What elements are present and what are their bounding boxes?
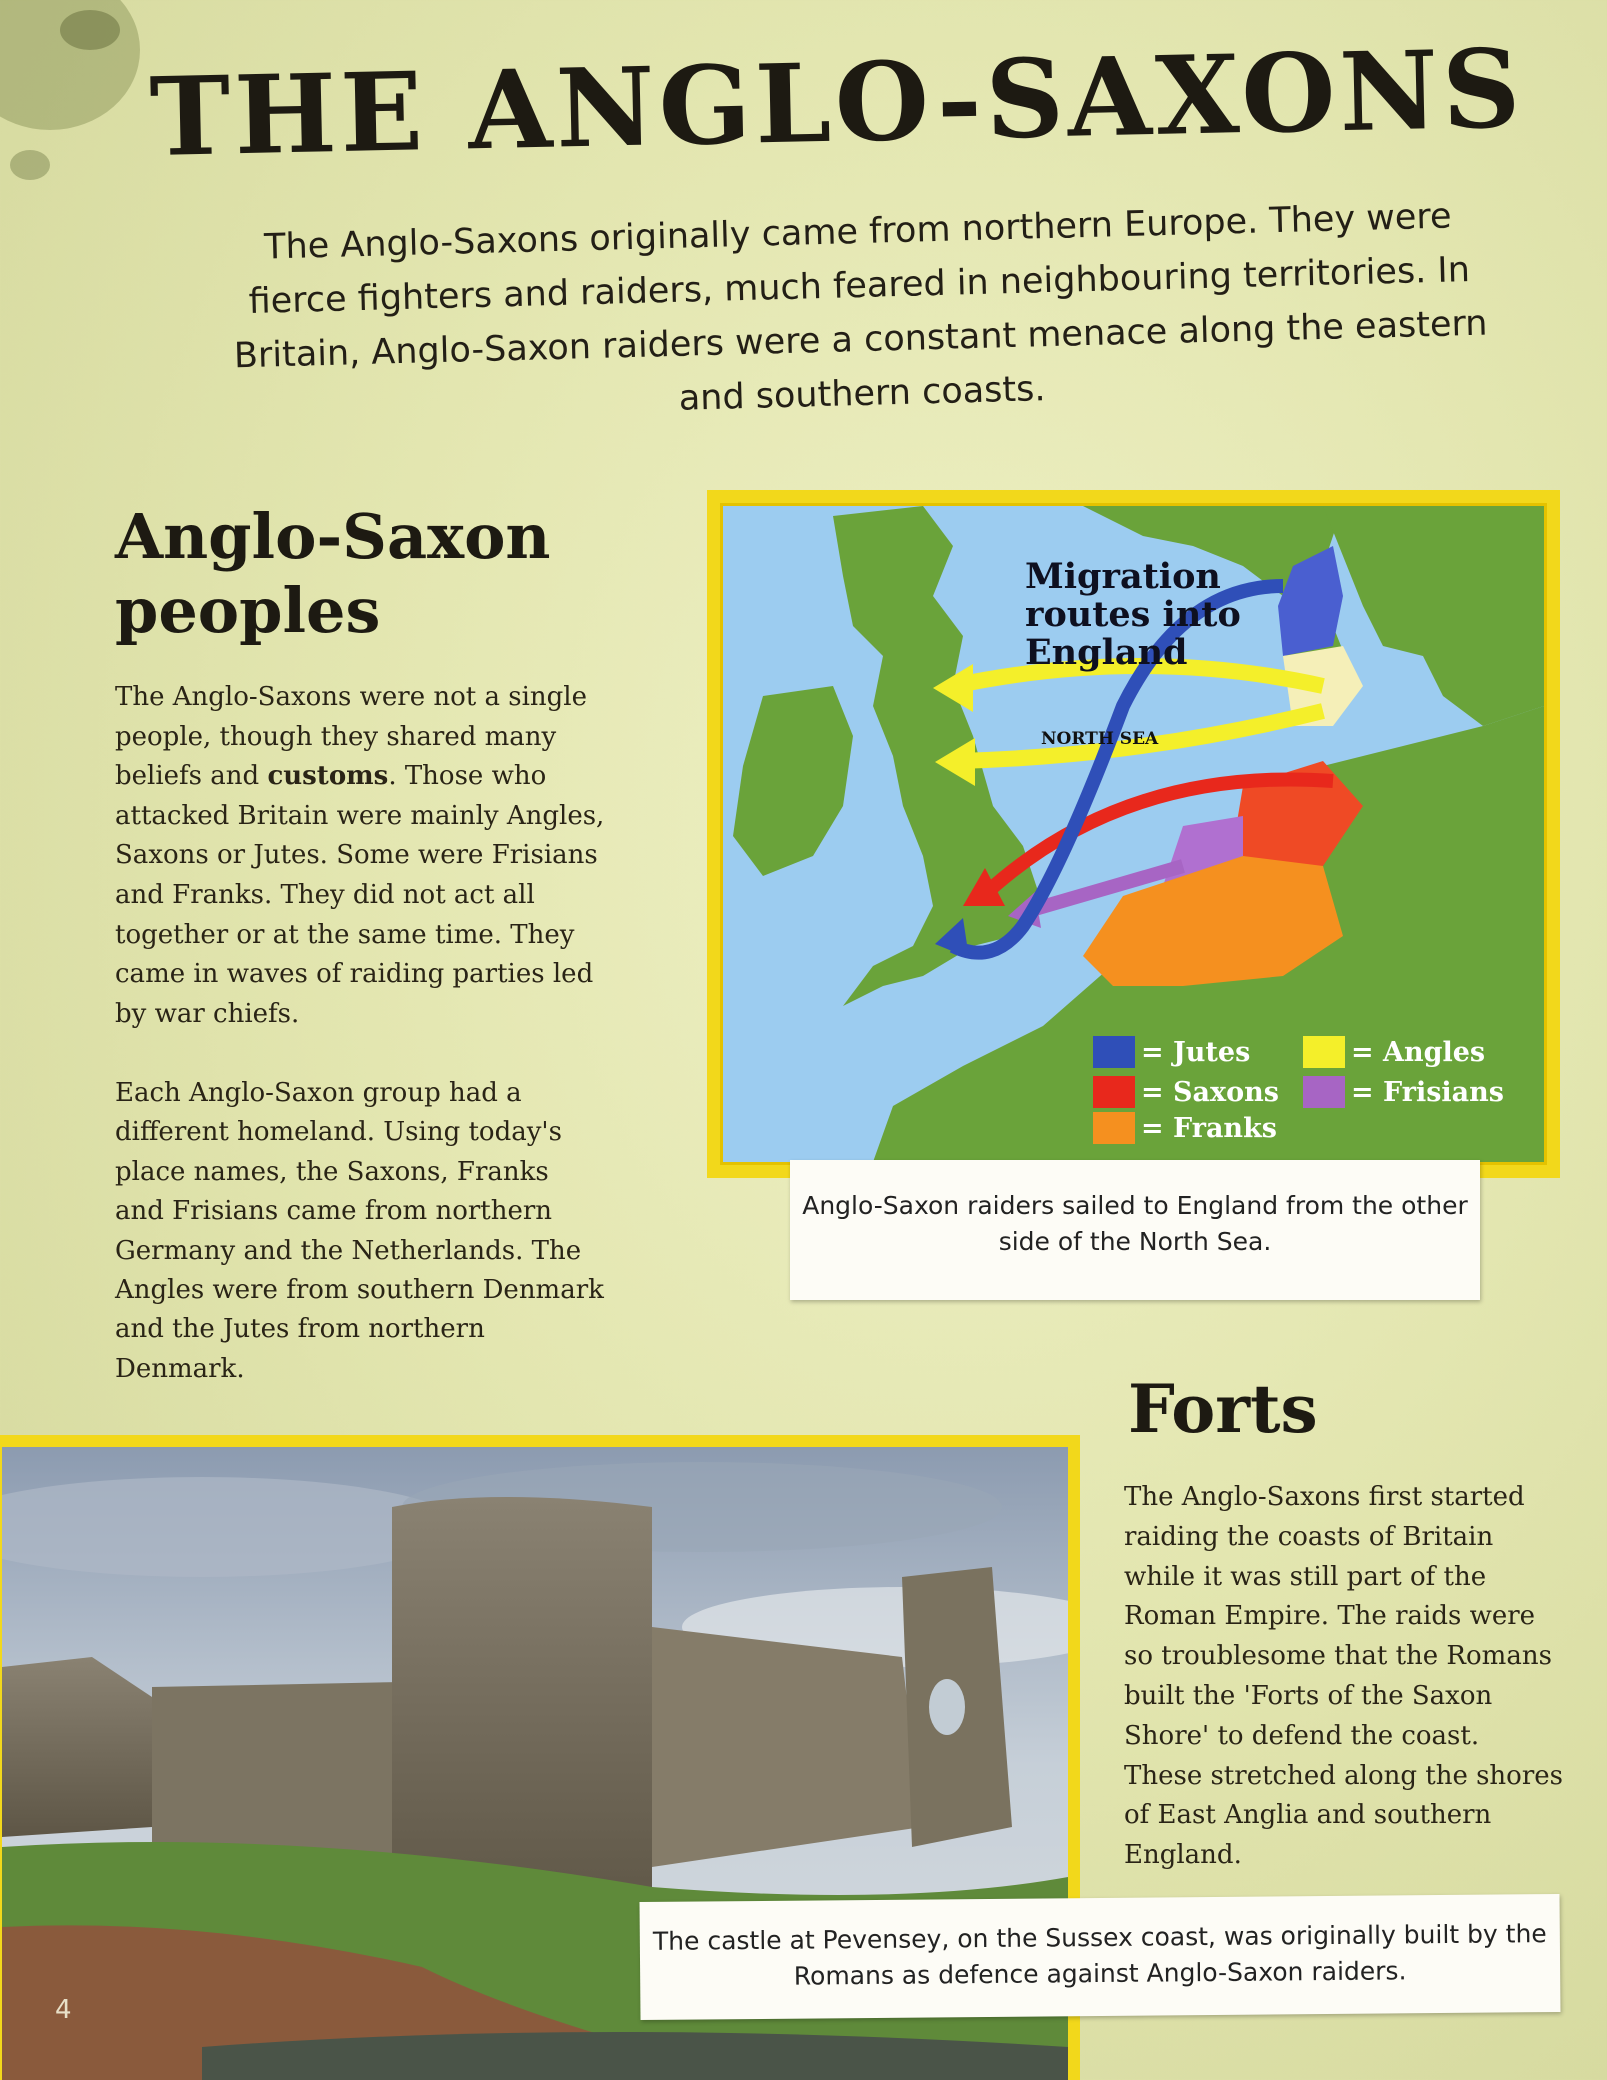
castle-wall-mid [152, 1682, 402, 1867]
legend-item-frisians [1303, 1076, 1504, 1108]
legend-swatch [1303, 1076, 1345, 1108]
castle-wall-right [652, 1627, 922, 1867]
legend-swatch [1303, 1036, 1345, 1068]
legend-swatch [1093, 1112, 1135, 1144]
photo-caption: The castle at Pevensey, on the Sussex coast, was originally built by the Romans as defence against Anglo-Saxon raiders. [640, 1894, 1561, 2020]
legend-label: = Angles [1351, 1036, 1486, 1068]
paragraph-text: . Those who attacked Britain were mainly Angles, Saxons or Jutes. Some were Frisians and Franks. They did not act all together or at the same time. They came in waves of raiding parties led by war chiefs. [115, 761, 605, 1029]
legend-item-saxons [1093, 1076, 1279, 1108]
legend-label: = Saxons [1141, 1076, 1279, 1108]
north-sea-label: NORTH SEA [1041, 729, 1159, 749]
map-title-line: routes into [1025, 594, 1241, 635]
peoples-paragraph-1 [115, 678, 605, 1034]
map-title-line: Migration [1025, 556, 1221, 597]
forts-paragraph: The Anglo-Saxons first started raiding the coasts of Britain while it was still part of the Roman Empire. The raids were so troublesome that the Romans built the 'Forts of the Saxon Shore' to defend the coast. These stretched along the shores of East Anglia and southern England. [1124, 1482, 1563, 1871]
map-canvas [720, 503, 1547, 1165]
map-title [1025, 558, 1241, 672]
migration-map [707, 490, 1560, 1178]
paragraph-text: The Anglo-Saxons were not a single people, though they shared many beliefs and [115, 682, 587, 792]
legend-item-jutes [1093, 1036, 1250, 1068]
legend-label: = Jutes [1141, 1036, 1251, 1068]
peoples-paragraph-2: Each Anglo-Saxon group had a different homeland. Using today's place names, the Saxons, Franks and Frisians came from northern Germany and the Netherlands. The Angles were from southern Denmark and the Jutes from northern Denmark. [115, 1078, 604, 1384]
intro-paragraph: The Anglo-Saxons originally came from northern Europe. They were fierce fighters and raiders, much feared in neighbouring territories. In Britain, Anglo-Saxon raiders were a constant menace along the eastern and southern coasts. [233, 196, 1488, 419]
page-title: THE ANGLO-SAXONS [148, 26, 1526, 181]
castle-wall-left [2, 1657, 152, 1837]
legend-item-franks [1093, 1112, 1277, 1144]
map-title-line: England [1025, 632, 1188, 673]
page-number: 4 [55, 1995, 72, 2025]
glossary-term: customs [267, 761, 389, 792]
tower-window [929, 1679, 965, 1735]
paper-stain [60, 10, 120, 50]
forts-heading: Forts [1128, 1370, 1318, 1448]
map-caption: Anglo-Saxon raiders sailed to England from the other side of the North Sea. [790, 1160, 1480, 1300]
legend-swatch [1093, 1076, 1135, 1108]
legend-swatch [1093, 1036, 1135, 1068]
peoples-heading: Anglo-Saxon peoples [115, 500, 551, 647]
legend-label: = Franks [1141, 1112, 1277, 1144]
legend-item-angles [1303, 1036, 1485, 1068]
paper-stain [10, 150, 50, 180]
legend-label: = Frisians [1351, 1076, 1504, 1108]
land-ireland [733, 686, 853, 876]
